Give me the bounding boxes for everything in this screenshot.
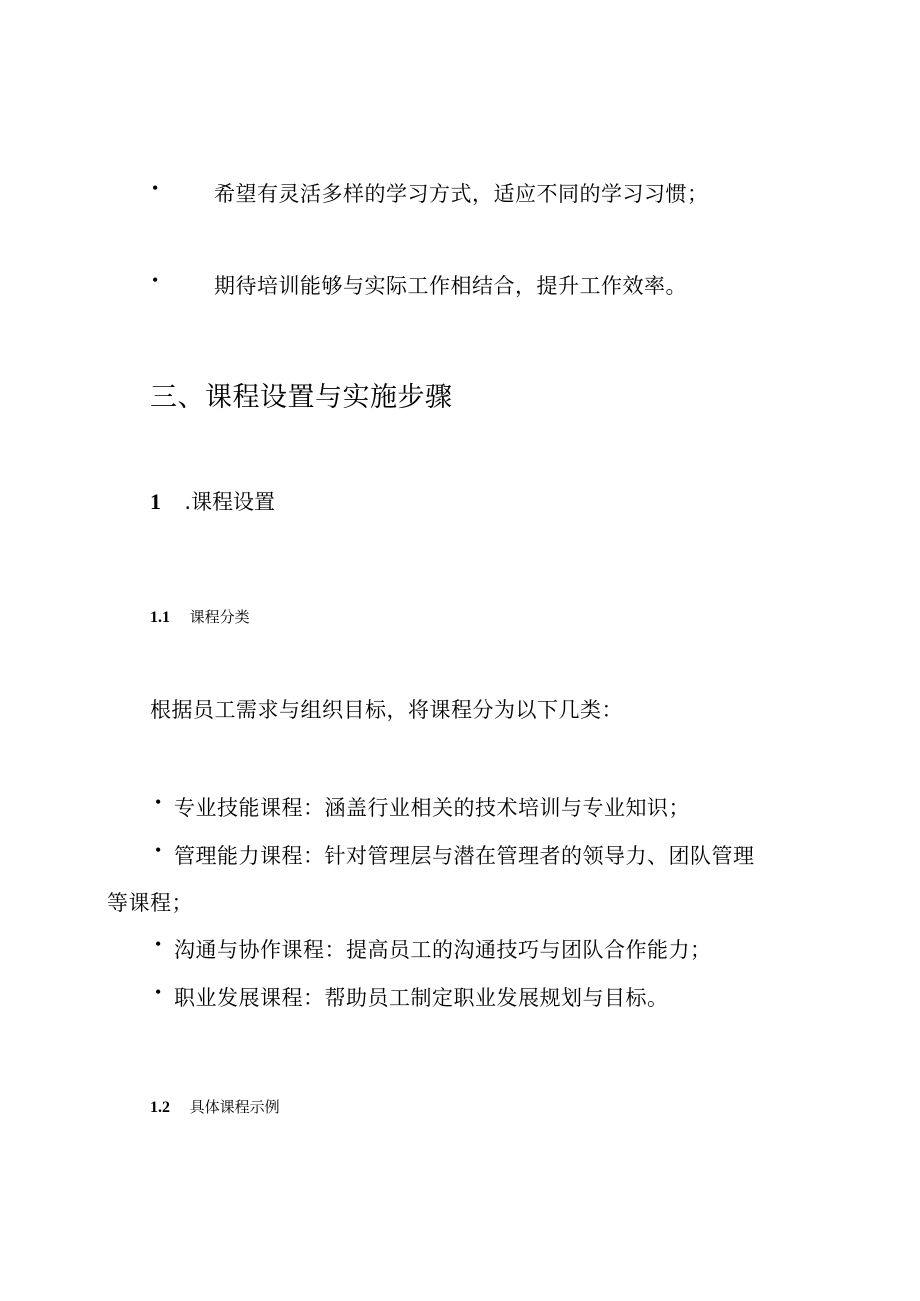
section-heading: 三、课程设置与实施步骤 — [150, 382, 453, 413]
intro-paragraph: 根据员工需求与组织目标，将课程分为以下几类： — [150, 698, 623, 722]
subsubsection-number: 1.1 — [150, 609, 170, 626]
subsubsection-title: 课程分类 — [189, 608, 250, 626]
bullet-marker: • — [155, 934, 162, 954]
category-management: 管理能力课程：针对管理层与潜在管理者的领导力、团队管理 — [174, 844, 755, 868]
subsection-title: .课程设置 — [184, 490, 276, 514]
category-career-development: 职业发展课程：帮助员工制定职业发展规划与目标。 — [174, 986, 669, 1010]
subsection-number: 1 — [150, 489, 161, 514]
category-communication: 沟通与协作课程：提高员工的沟通技巧与团队合作能力； — [174, 938, 712, 962]
subsubsection-heading-1-1 — [150, 606, 250, 627]
subsection-heading — [150, 486, 275, 516]
bullet-marker: • — [152, 270, 159, 290]
bullet-marker: • — [152, 178, 159, 198]
category-management-continuation: 等课程； — [107, 891, 193, 915]
bullet-marker: • — [155, 982, 162, 1002]
bullet-marker: • — [155, 840, 162, 860]
bullet-text-flexible-learning: 希望有灵活多样的学习方式，适应不同的学习习惯； — [214, 182, 709, 206]
subsubsection-heading-1-2 — [150, 1096, 280, 1117]
bullet-text-work-integration: 期待培训能够与实际工作相结合，提升工作效率。 — [214, 274, 687, 298]
subsubsection-number: 1.2 — [150, 1099, 170, 1116]
bullet-marker: • — [155, 792, 162, 812]
category-professional-skills: 专业技能课程：涵盖行业相关的技术培训与专业知识； — [174, 796, 690, 820]
subsubsection-title: 具体课程示例 — [189, 1098, 280, 1116]
